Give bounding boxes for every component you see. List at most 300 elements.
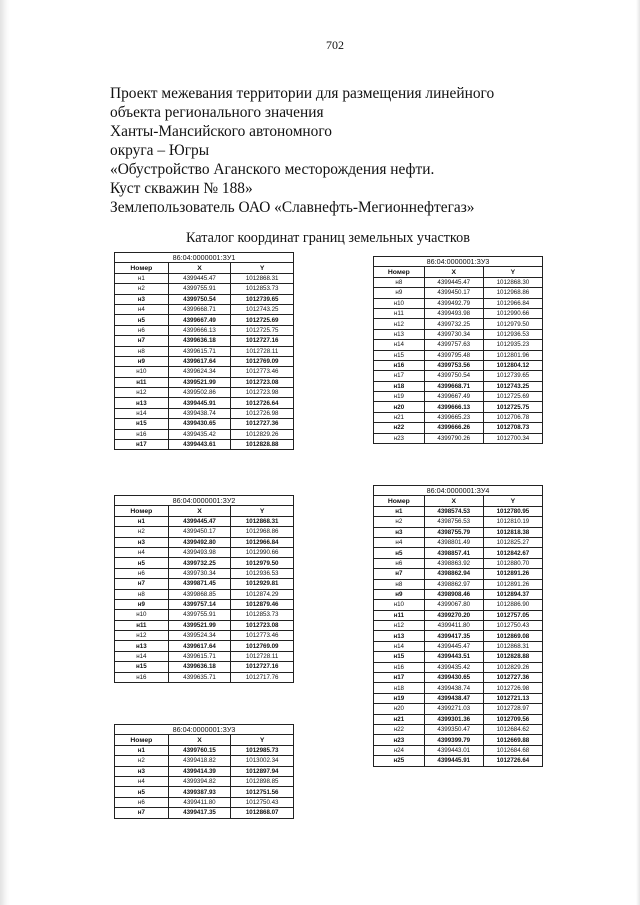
x-coordinate: 4399790.26 — [424, 433, 483, 443]
y-coordinate: 1012706.78 — [483, 412, 542, 422]
table-row — [115, 599, 294, 609]
y-coordinate: 1012868.31 — [231, 516, 294, 526]
x-coordinate: 4399617.64 — [168, 641, 231, 651]
table-row — [374, 340, 543, 350]
y-coordinate: 1012868.31 — [231, 273, 294, 283]
table-row — [374, 506, 543, 516]
x-coordinate: 4399399.79 — [424, 735, 483, 745]
heading-line: объекта регионального значения — [110, 104, 324, 121]
point-number: н4 — [115, 304, 169, 314]
point-number: н8 — [374, 277, 425, 287]
point-number: н10 — [374, 600, 425, 610]
point-number: н5 — [115, 315, 169, 325]
point-number: н4 — [115, 776, 169, 786]
point-number: н10 — [115, 367, 169, 377]
x-coordinate: 4399636.18 — [168, 336, 231, 346]
y-coordinate: 1012727.36 — [483, 673, 542, 683]
table-row — [374, 288, 543, 298]
column-header: Y — [231, 263, 294, 273]
catalog-title: Каталог координат границ земельных участков — [186, 230, 470, 246]
point-number: н9 — [115, 599, 169, 609]
x-coordinate: 4399667.49 — [168, 315, 231, 325]
x-coordinate: 4399493.98 — [424, 308, 483, 318]
column-header: Y — [231, 506, 294, 516]
x-coordinate: 4399730.34 — [168, 568, 231, 578]
table-row — [115, 579, 294, 589]
x-coordinate: 4399445.91 — [168, 398, 231, 408]
x-coordinate: 4399445.47 — [168, 273, 231, 283]
point-number: н23 — [374, 433, 425, 443]
y-coordinate: 1012868.07 — [231, 808, 294, 818]
table-row — [374, 631, 543, 641]
x-coordinate: 4399524.34 — [168, 631, 231, 641]
x-coordinate: 4399387.93 — [168, 787, 231, 797]
table-row — [374, 579, 543, 589]
heading-line: округа – Югры — [110, 142, 210, 159]
x-coordinate: 4399438.74 — [424, 683, 483, 693]
point-number: н15 — [374, 652, 425, 662]
x-coordinate: 4399750.54 — [424, 371, 483, 381]
x-coordinate: 4398863.92 — [424, 558, 483, 568]
y-coordinate: 1012723.08 — [231, 620, 294, 630]
table-row — [374, 527, 543, 537]
table-row — [115, 808, 294, 818]
point-number: н5 — [115, 558, 169, 568]
point-number: н15 — [115, 662, 169, 672]
y-coordinate: 1012739.65 — [483, 371, 542, 381]
table-row — [115, 419, 294, 429]
y-coordinate: 1012717.76 — [231, 672, 294, 682]
point-number: н2 — [115, 527, 169, 537]
table-row — [115, 745, 294, 755]
x-coordinate: 4399350.47 — [424, 724, 483, 734]
table-row — [115, 672, 294, 682]
x-coordinate: 4399750.54 — [168, 294, 231, 304]
y-coordinate: 1012726.98 — [231, 408, 294, 418]
point-number: н15 — [115, 419, 169, 429]
y-coordinate: 1012935.23 — [483, 340, 542, 350]
table-row — [115, 651, 294, 661]
point-number: н12 — [374, 621, 425, 631]
point-number: н5 — [374, 548, 425, 558]
table-row — [115, 547, 294, 557]
table-row — [374, 433, 543, 443]
y-coordinate: 1012727.36 — [231, 419, 294, 429]
x-coordinate: 4399418.82 — [168, 756, 231, 766]
coordinate-table-zu1 — [114, 252, 294, 450]
y-coordinate: 1012739.65 — [231, 294, 294, 304]
point-number: н14 — [374, 340, 425, 350]
x-coordinate: 4398574.53 — [424, 506, 483, 516]
point-number: н20 — [374, 704, 425, 714]
table-caption: 86:04:0000001:ЗУ1 — [115, 253, 294, 263]
x-coordinate: 4399521.99 — [168, 620, 231, 630]
y-coordinate: 1012726.98 — [483, 683, 542, 693]
x-coordinate: 4399492.80 — [168, 537, 231, 547]
table-row — [115, 377, 294, 387]
table-row — [374, 360, 543, 370]
y-coordinate: 1012721.13 — [483, 693, 542, 703]
table-row — [374, 600, 543, 610]
x-coordinate: 4398755.79 — [424, 527, 483, 537]
y-coordinate: 1012769.09 — [231, 356, 294, 366]
x-coordinate: 4399757.63 — [424, 340, 483, 350]
table-row — [115, 325, 294, 335]
x-coordinate: 4399417.35 — [168, 808, 231, 818]
table-row — [374, 381, 543, 391]
point-number: н2 — [374, 517, 425, 527]
point-number: н7 — [115, 808, 169, 818]
table-row — [374, 548, 543, 558]
point-number: н11 — [115, 377, 169, 387]
point-number: н6 — [115, 325, 169, 335]
x-coordinate: 4399615.71 — [168, 651, 231, 661]
point-number: н18 — [374, 683, 425, 693]
y-coordinate: 1012725.75 — [231, 325, 294, 335]
x-coordinate: 4398857.41 — [424, 548, 483, 558]
point-number: н8 — [374, 579, 425, 589]
point-number: н9 — [374, 288, 425, 298]
column-header: Номер — [115, 735, 169, 745]
x-coordinate: 4399430.65 — [168, 419, 231, 429]
point-number: н2 — [115, 284, 169, 294]
point-number: н17 — [374, 371, 425, 381]
table-caption: 86:04:0000001:ЗУ2 — [115, 496, 294, 506]
y-coordinate: 1013002.34 — [231, 756, 294, 766]
table-row — [374, 662, 543, 672]
table-row — [374, 652, 543, 662]
x-coordinate: 4399521.99 — [168, 377, 231, 387]
point-number: н7 — [374, 569, 425, 579]
point-number: н12 — [115, 631, 169, 641]
y-coordinate: 1012725.69 — [231, 315, 294, 325]
y-coordinate: 1012966.84 — [483, 298, 542, 308]
point-number: н6 — [374, 558, 425, 568]
coordinate-table-zu2 — [114, 495, 294, 683]
table-row — [374, 673, 543, 683]
y-coordinate: 1012728.11 — [231, 346, 294, 356]
point-number: н11 — [374, 308, 425, 318]
scan-shadow-right — [636, 0, 640, 905]
point-number: н8 — [115, 346, 169, 356]
y-coordinate: 1012894.37 — [483, 589, 542, 599]
point-number: н23 — [374, 735, 425, 745]
x-coordinate: 4399411.80 — [424, 621, 483, 631]
table-row — [374, 735, 543, 745]
x-coordinate: 4399502.86 — [168, 388, 231, 398]
table-row — [115, 631, 294, 641]
x-coordinate: 4399732.25 — [424, 319, 483, 329]
x-coordinate: 4399871.45 — [168, 579, 231, 589]
y-coordinate: 1012891.26 — [483, 579, 542, 589]
point-number: н6 — [115, 797, 169, 807]
x-coordinate: 4399445.47 — [168, 516, 231, 526]
point-number: н17 — [115, 440, 169, 450]
table-row — [115, 336, 294, 346]
heading-line: «Обустройство Аганского месторождения нефти. — [110, 161, 435, 178]
table-row — [115, 641, 294, 651]
y-coordinate: 1012709.56 — [483, 714, 542, 724]
table-row — [115, 568, 294, 578]
point-number: н3 — [115, 766, 169, 776]
point-number: н13 — [374, 329, 425, 339]
column-header: Номер — [115, 506, 169, 516]
point-number: н13 — [115, 398, 169, 408]
point-number: н14 — [115, 408, 169, 418]
column-header: X — [424, 496, 483, 506]
y-coordinate: 1012842.67 — [483, 548, 542, 558]
column-header: Y — [231, 735, 294, 745]
y-coordinate: 1012773.46 — [231, 367, 294, 377]
x-coordinate: 4399430.65 — [424, 673, 483, 683]
x-coordinate: 4399445.47 — [424, 641, 483, 651]
table-row — [115, 294, 294, 304]
table-row — [115, 315, 294, 325]
x-coordinate: 4399666.13 — [424, 402, 483, 412]
table-row — [115, 527, 294, 537]
x-coordinate: 4399753.56 — [424, 360, 483, 370]
point-number: н6 — [115, 568, 169, 578]
column-header: Y — [483, 496, 542, 506]
table-row — [115, 662, 294, 672]
y-coordinate: 1012801.96 — [483, 350, 542, 360]
table-row — [374, 714, 543, 724]
y-coordinate: 1012869.08 — [483, 631, 542, 641]
point-number: н21 — [374, 412, 425, 422]
y-coordinate: 1012853.73 — [231, 610, 294, 620]
column-header: X — [424, 267, 483, 277]
point-number: н17 — [374, 673, 425, 683]
y-coordinate: 1012853.73 — [231, 284, 294, 294]
x-coordinate: 4399417.35 — [424, 631, 483, 641]
table-row — [374, 756, 543, 766]
point-number: н9 — [374, 589, 425, 599]
column-header: Номер — [374, 267, 425, 277]
x-coordinate: 4399271.03 — [424, 704, 483, 714]
point-number: н16 — [374, 360, 425, 370]
point-number: н2 — [115, 756, 169, 766]
table-row — [374, 558, 543, 568]
y-coordinate: 1012968.86 — [483, 288, 542, 298]
y-coordinate: 1012769.09 — [231, 641, 294, 651]
table-row — [115, 787, 294, 797]
y-coordinate: 1012936.53 — [231, 568, 294, 578]
point-number: н24 — [374, 745, 425, 755]
point-number: н15 — [374, 350, 425, 360]
table-row — [115, 776, 294, 786]
x-coordinate: 4399411.80 — [168, 797, 231, 807]
point-number: н18 — [374, 381, 425, 391]
x-coordinate: 4398756.53 — [424, 517, 483, 527]
y-coordinate: 1012708.73 — [483, 423, 542, 433]
table-row — [374, 392, 543, 402]
table-row — [374, 298, 543, 308]
point-number: н7 — [115, 579, 169, 589]
scan-shadow-left — [0, 0, 10, 905]
table-row — [115, 610, 294, 620]
x-coordinate: 4399730.34 — [424, 329, 483, 339]
table-row — [115, 620, 294, 630]
heading-line: Проект межевания территории для размещения линейного — [110, 85, 495, 102]
y-coordinate: 1012725.69 — [483, 392, 542, 402]
y-coordinate: 1012684.62 — [483, 724, 542, 734]
y-coordinate: 1012725.75 — [483, 402, 542, 412]
point-number: н21 — [374, 714, 425, 724]
point-number: н7 — [115, 336, 169, 346]
point-number: н12 — [374, 319, 425, 329]
document-heading — [110, 84, 530, 217]
table-row — [374, 724, 543, 734]
x-coordinate: 4399438.74 — [168, 408, 231, 418]
column-header: X — [168, 735, 231, 745]
y-coordinate: 1012700.34 — [483, 433, 542, 443]
x-coordinate: 4399301.36 — [424, 714, 483, 724]
y-coordinate: 1012898.85 — [231, 776, 294, 786]
table-row — [374, 693, 543, 703]
coordinate-table-zu3-right — [373, 256, 543, 444]
point-number: н9 — [115, 356, 169, 366]
point-number: н4 — [115, 547, 169, 557]
x-coordinate: 4398862.94 — [424, 569, 483, 579]
table-row — [374, 371, 543, 381]
table-row — [374, 621, 543, 631]
y-coordinate: 1012868.31 — [483, 641, 542, 651]
y-coordinate: 1012828.88 — [231, 440, 294, 450]
y-coordinate: 1012726.64 — [483, 756, 542, 766]
table-row — [374, 412, 543, 422]
y-coordinate: 1012743.25 — [231, 304, 294, 314]
y-coordinate: 1012990.66 — [231, 547, 294, 557]
x-coordinate: 4399755.91 — [168, 610, 231, 620]
table-row — [374, 641, 543, 651]
y-coordinate: 1012751.56 — [231, 787, 294, 797]
point-number: н14 — [115, 651, 169, 661]
y-coordinate: 1012829.26 — [483, 662, 542, 672]
y-coordinate: 1012684.68 — [483, 745, 542, 755]
x-coordinate: 4398908.46 — [424, 589, 483, 599]
column-header: X — [168, 263, 231, 273]
point-number: н1 — [374, 506, 425, 516]
x-coordinate: 4399667.49 — [424, 392, 483, 402]
x-coordinate: 4399435.42 — [168, 429, 231, 439]
table-row — [374, 537, 543, 547]
y-coordinate: 1012818.38 — [483, 527, 542, 537]
table-row — [374, 350, 543, 360]
x-coordinate: 4399624.34 — [168, 367, 231, 377]
table-caption: 86:04:0000001:ЗУ4 — [374, 486, 543, 496]
x-coordinate: 4399668.71 — [424, 381, 483, 391]
point-number: н16 — [115, 672, 169, 682]
x-coordinate: 4399755.91 — [168, 284, 231, 294]
y-coordinate: 1012810.19 — [483, 517, 542, 527]
x-coordinate: 4399394.82 — [168, 776, 231, 786]
table-row — [115, 558, 294, 568]
point-number: н8 — [115, 589, 169, 599]
y-coordinate: 1012727.16 — [231, 662, 294, 672]
y-coordinate: 1012727.16 — [231, 336, 294, 346]
y-coordinate: 1012825.27 — [483, 537, 542, 547]
x-coordinate: 4399067.80 — [424, 600, 483, 610]
y-coordinate: 1012726.64 — [231, 398, 294, 408]
y-coordinate: 1012829.26 — [231, 429, 294, 439]
y-coordinate: 1012868.30 — [483, 277, 542, 287]
y-coordinate: 1012979.50 — [483, 319, 542, 329]
x-coordinate: 4399795.48 — [424, 350, 483, 360]
x-coordinate: 4399445.91 — [424, 756, 483, 766]
y-coordinate: 1012750.43 — [483, 621, 542, 631]
table-caption: 86:04:0000001:ЗУ3 — [374, 257, 543, 267]
x-coordinate: 4399868.85 — [168, 589, 231, 599]
x-coordinate: 4399668.71 — [168, 304, 231, 314]
column-header: Номер — [374, 496, 425, 506]
y-coordinate: 1012968.86 — [231, 527, 294, 537]
x-coordinate: 4399414.39 — [168, 766, 231, 776]
page-number: 702 — [326, 38, 344, 52]
y-coordinate: 1012929.81 — [231, 579, 294, 589]
y-coordinate: 1012728.97 — [483, 704, 542, 714]
table-row — [374, 683, 543, 693]
table-row — [115, 440, 294, 450]
y-coordinate: 1012750.43 — [231, 797, 294, 807]
x-coordinate: 4399615.71 — [168, 346, 231, 356]
y-coordinate: 1012780.95 — [483, 506, 542, 516]
point-number: н1 — [115, 516, 169, 526]
x-coordinate: 4399493.98 — [168, 547, 231, 557]
table-caption: 86:04:0000001:ЗУ3 — [115, 725, 294, 735]
y-coordinate: 1012669.88 — [483, 735, 542, 745]
x-coordinate: 4399443.51 — [424, 652, 483, 662]
x-coordinate: 4399617.64 — [168, 356, 231, 366]
point-number: н11 — [115, 620, 169, 630]
coordinate-table-zu3-left — [114, 724, 294, 819]
x-coordinate: 4399445.47 — [424, 277, 483, 287]
table-row — [115, 367, 294, 377]
y-coordinate: 1012990.66 — [483, 308, 542, 318]
table-row — [374, 569, 543, 579]
column-header: X — [168, 506, 231, 516]
point-number: н4 — [374, 537, 425, 547]
x-coordinate: 4399666.26 — [424, 423, 483, 433]
x-coordinate: 4399450.17 — [168, 527, 231, 537]
point-number: н16 — [115, 429, 169, 439]
x-coordinate: 4399635.71 — [168, 672, 231, 682]
table-row — [374, 277, 543, 287]
y-coordinate: 1012828.88 — [483, 652, 542, 662]
table-row — [115, 398, 294, 408]
x-coordinate: 4399492.79 — [424, 298, 483, 308]
column-header: Y — [483, 267, 542, 277]
x-coordinate: 4399443.01 — [424, 745, 483, 755]
point-number: н19 — [374, 392, 425, 402]
x-coordinate: 4399636.18 — [168, 662, 231, 672]
y-coordinate: 1012723.98 — [231, 388, 294, 398]
point-number: н22 — [374, 423, 425, 433]
y-coordinate: 1012804.12 — [483, 360, 542, 370]
x-coordinate: 4399270.20 — [424, 610, 483, 620]
table-row — [374, 308, 543, 318]
point-number: н12 — [115, 388, 169, 398]
table-row — [374, 610, 543, 620]
table-row — [374, 745, 543, 755]
y-coordinate: 1012979.50 — [231, 558, 294, 568]
table-row — [374, 517, 543, 527]
coordinate-table-zu4 — [373, 485, 543, 767]
point-number: н20 — [374, 402, 425, 412]
point-number: н3 — [115, 294, 169, 304]
table-row — [115, 284, 294, 294]
y-coordinate: 1012757.05 — [483, 610, 542, 620]
point-number: н3 — [374, 527, 425, 537]
